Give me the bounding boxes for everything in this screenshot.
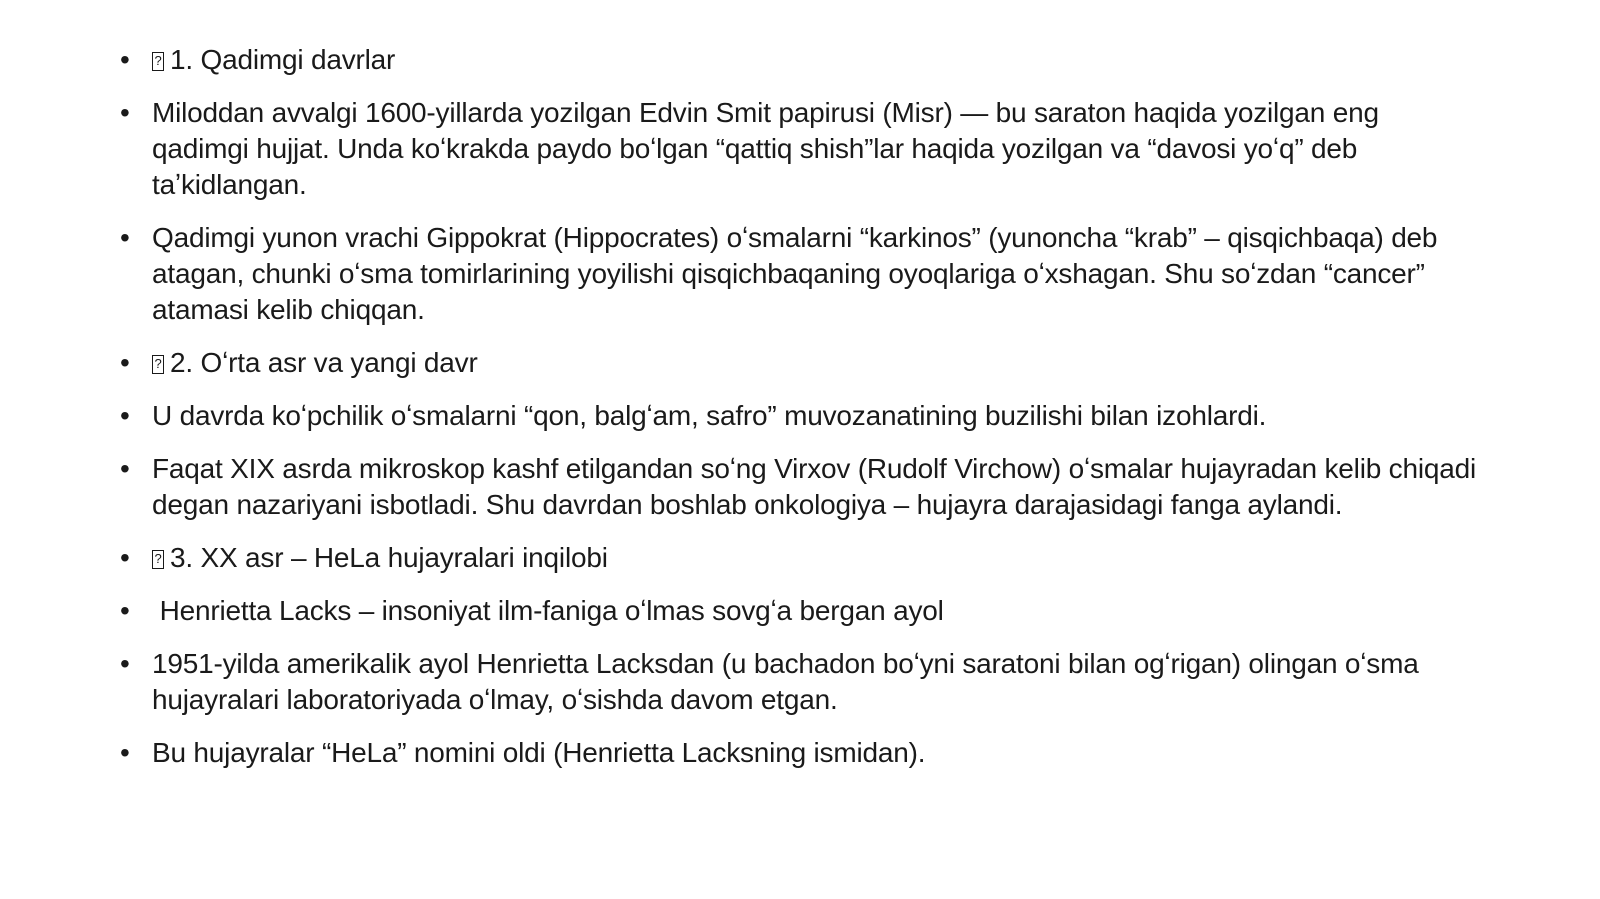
bullet-dot: • <box>120 453 130 484</box>
list-item <box>118 540 1480 576</box>
list-item-text: Henrietta Lacks – insoniyat ilm-faniga oʻlmas sovgʻa bergan ayol <box>152 595 944 626</box>
list-item <box>118 220 1480 328</box>
bullet-dot: • <box>120 222 130 253</box>
list-item <box>118 345 1480 381</box>
bullet-dot: • <box>120 737 130 768</box>
list-item <box>118 95 1480 203</box>
bullet-list <box>118 42 1480 771</box>
section-heading-text: 3. XX asr – HeLa hujayralari inqilobi <box>170 542 608 573</box>
list-item-text: Bu hujayralar “HeLa” nomini oldi (Henrietta Lacksning ismidan). <box>152 737 926 768</box>
missing-glyph-icon <box>152 52 164 71</box>
section-heading-text: 2. Oʻrta asr va yangi davr <box>170 347 478 378</box>
section-heading-text: 1. Qadimgi davrlar <box>170 44 396 75</box>
list-item <box>118 42 1480 78</box>
bullet-dot: • <box>120 542 130 573</box>
list-item <box>118 593 1480 629</box>
list-item <box>118 735 1480 771</box>
list-item-text: Faqat XIX asrda mikroskop kashf etilgandan soʻng Virxov (Rudolf Virchow) oʻsmalar hujayradan kelib chiqadi degan nazariyani isbotladi. Shu davrdan boshlab onkologiya – hujayra darajasidagi fanga aylandi. <box>152 453 1477 520</box>
list-item-text: Qadimgi yunon vrachi Gippokrat (Hippocrates) oʻsmalarni “karkinos” (yunoncha “krab” – qisqichbaqa) deb atagan, chunki oʻsma tomirlarining yoyilishi qisqichbaqaning oyoqlariga oʻxshagan. Shu soʻzdan “cancer” atamasi kelib chiqqan. <box>152 222 1438 325</box>
missing-glyph-icon <box>152 550 164 569</box>
list-item-text: 1951-yilda amerikalik ayol Henrietta Lacksdan (u bachadon boʻyni saratoni bilan ogʻrigan) olingan oʻsma hujayralari laboratoriyada oʻlmay, oʻsishda davom etgan. <box>152 648 1419 715</box>
list-item <box>118 646 1480 718</box>
bullet-dot: • <box>120 347 130 378</box>
bullet-dot: • <box>120 400 130 431</box>
bullet-dot: • <box>120 595 130 626</box>
list-item <box>118 451 1480 523</box>
bullet-dot: • <box>120 44 130 75</box>
bullet-dot: • <box>120 97 130 128</box>
bullet-dot: • <box>120 648 130 679</box>
missing-glyph-icon <box>152 355 164 374</box>
list-item-text: U davrda koʻpchilik oʻsmalarni “qon, balgʻam, safro” muvozanatining buzilishi bilan izohlardi. <box>152 400 1267 431</box>
list-item-text: Miloddan avvalgi 1600-yillarda yozilgan Edvin Smit papirusi (Misr) — bu saraton haqida yozilgan eng qadimgi hujjat. Unda koʻkrakda paydo boʻlgan “qattiq shish”lar haqida yozilgan va “davosi yoʻq” deb taʼkidlangan. <box>152 97 1379 200</box>
list-item <box>118 398 1480 434</box>
